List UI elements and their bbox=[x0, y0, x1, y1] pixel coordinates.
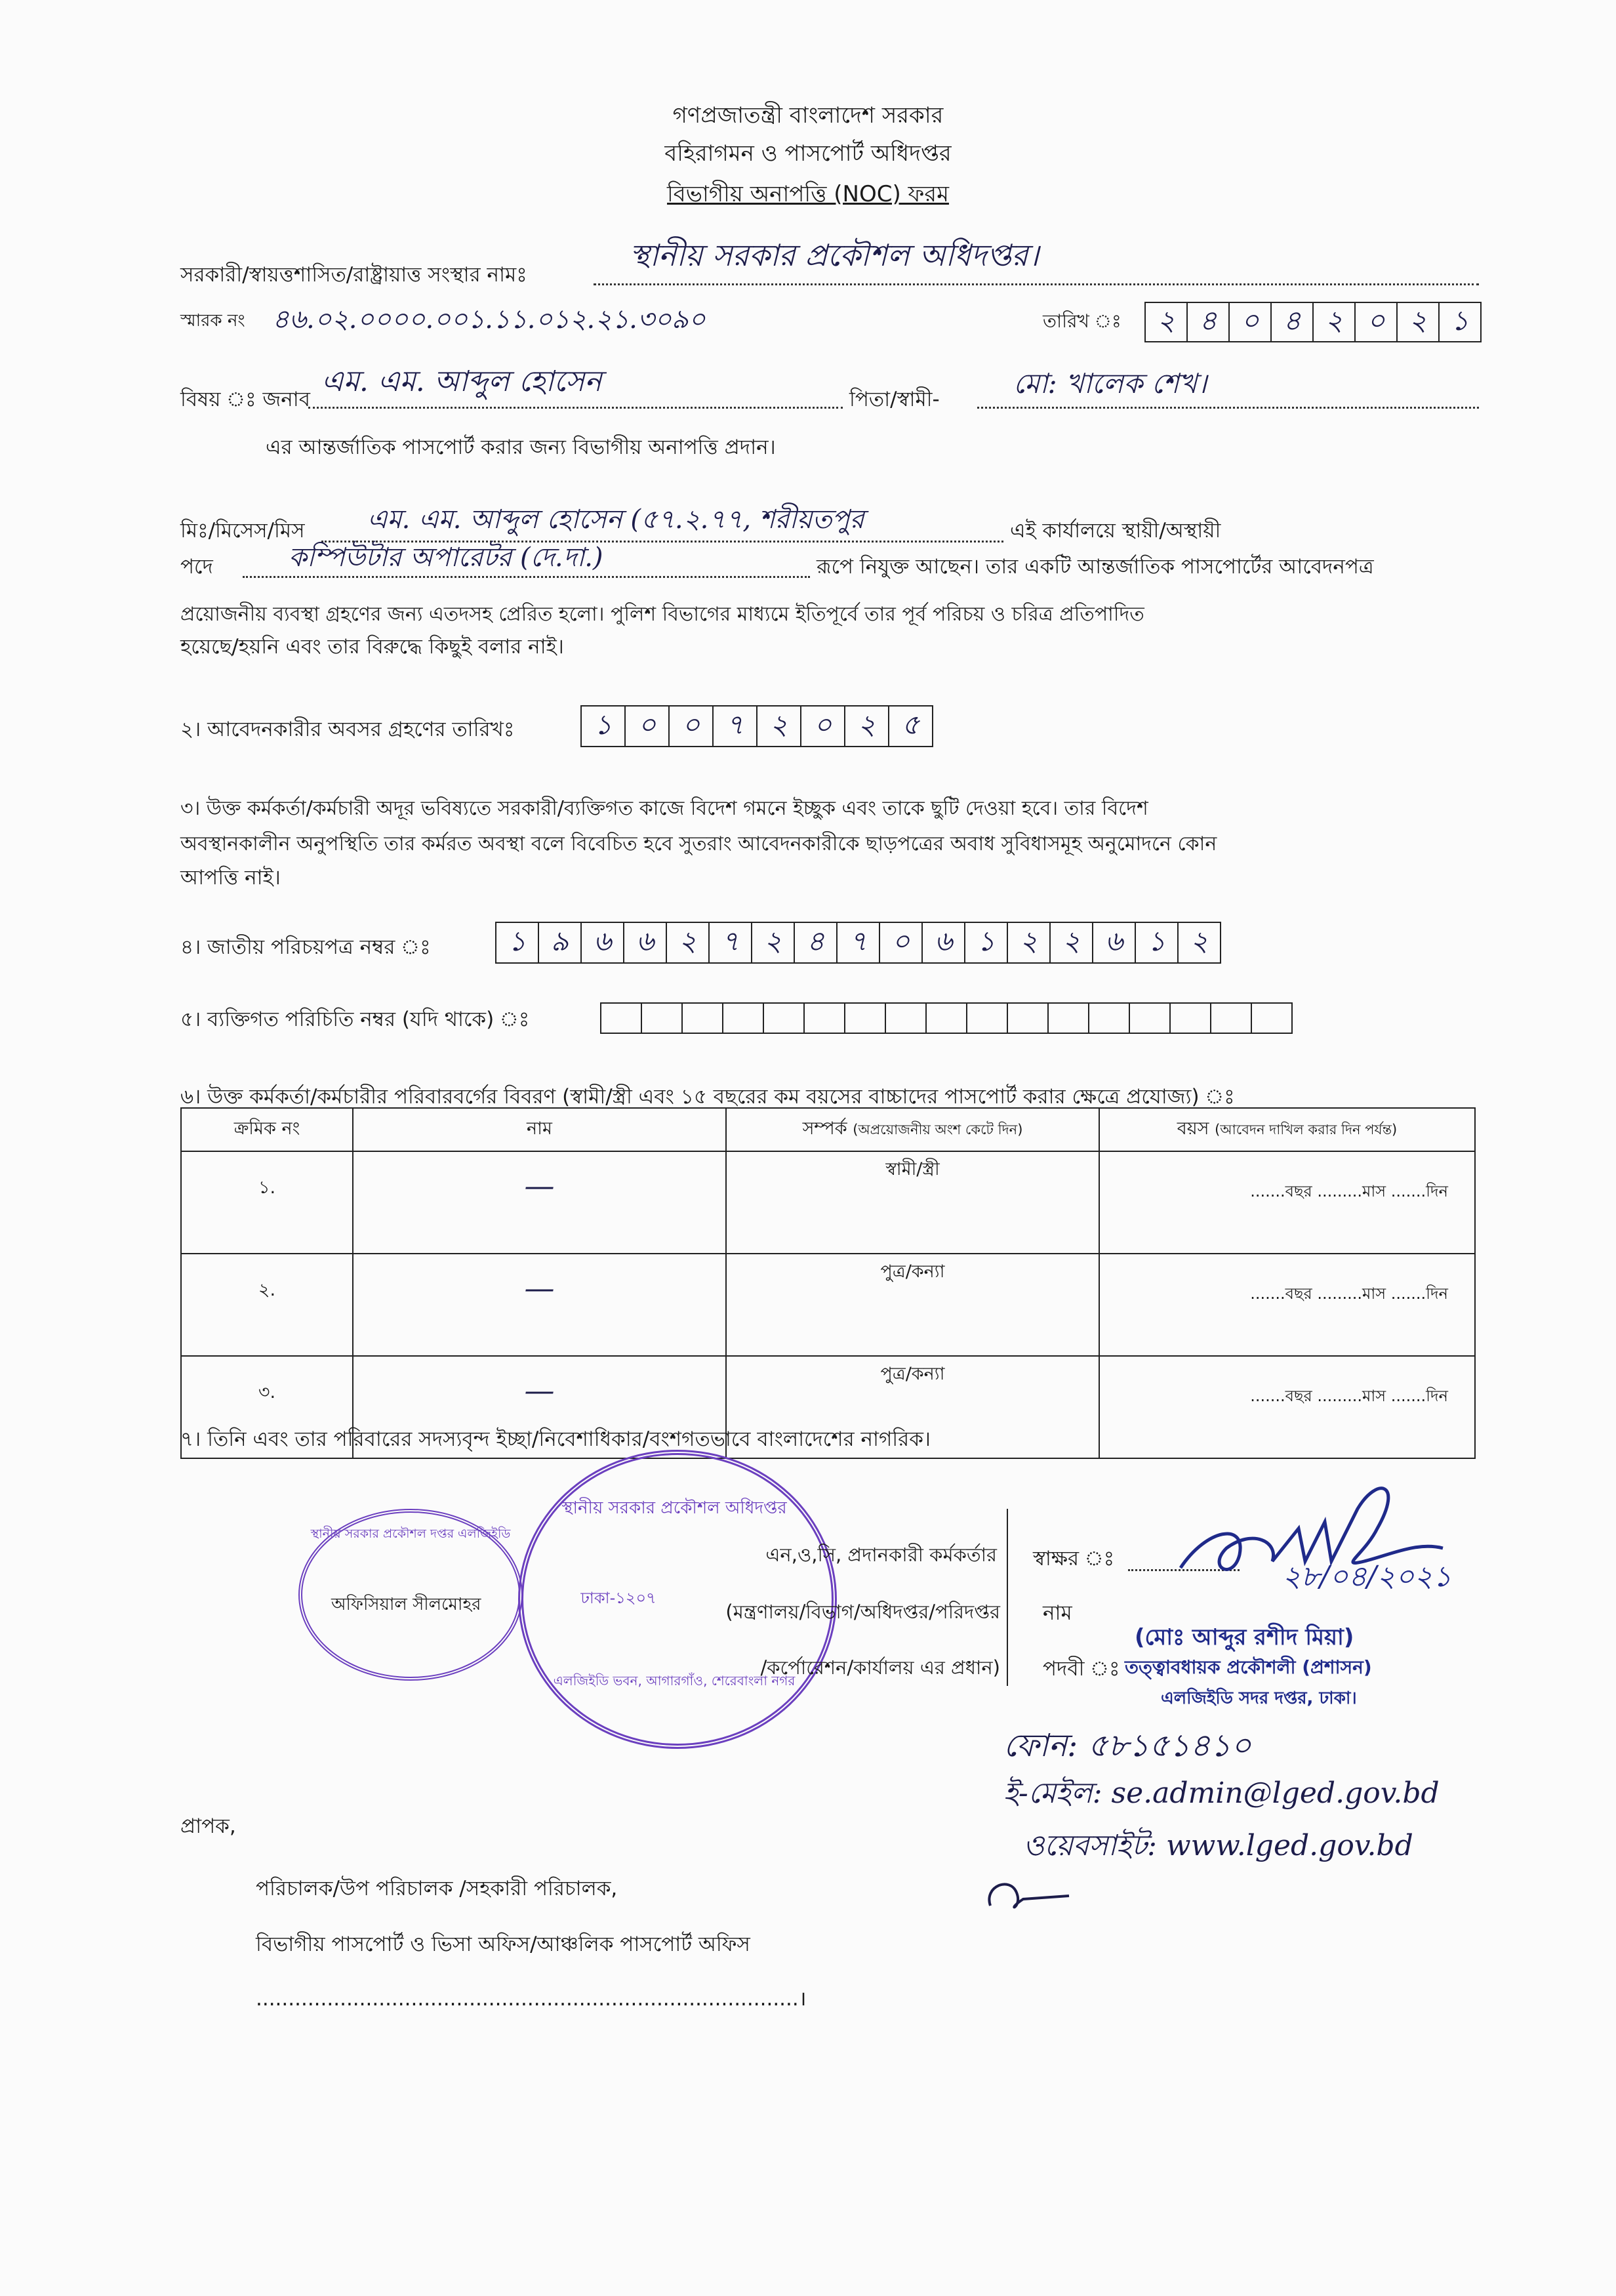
date-grid bbox=[1144, 302, 1482, 342]
retirement-digit-cell: ০ bbox=[801, 707, 845, 746]
nid-digit-cell: ৬ bbox=[923, 923, 965, 962]
table-row bbox=[181, 1151, 1475, 1254]
contact-website: ওয়েবসাইট: www.lged.gov.bd bbox=[1023, 1829, 1413, 1862]
family-label: ৬। উক্ত কর্মকর্তা/কর্মচারীর পরিবারবর্গের বিবরণ (স্বামী/স্ত্রী এবং ১৫ বছরের কম বয়সের বাচ্চাদের পাসপোর্ট করার ক্ষেত্রে প্রযোজ্য) ঃ bbox=[180, 1085, 1235, 1109]
subject-name: এম. এম. আব্দুল হোসেন bbox=[321, 365, 602, 398]
pin-digit-cell bbox=[1008, 1004, 1049, 1033]
pin-digit-cell bbox=[886, 1004, 927, 1033]
initial-mark bbox=[977, 1873, 1082, 1919]
retirement-digit-cell: ২ bbox=[758, 707, 801, 746]
header-line-2: বহিরাগমন ও পাসপোর্ট অধিদপ্তর bbox=[664, 140, 952, 167]
pin-digit-cell bbox=[642, 1004, 683, 1033]
nid-digit-cell: ৬ bbox=[624, 923, 667, 962]
recipient-line-3: ....................................................................................। bbox=[256, 1987, 807, 2011]
signature-divider bbox=[1007, 1509, 1008, 1686]
subject-label: বিষয় ঃ জনাব bbox=[180, 388, 310, 411]
nid-digit-cell: ২ bbox=[1190, 924, 1209, 957]
small-seal-text: স্থানীয় সরকার প্রকৌশল দপ্তর এলজিইডি bbox=[310, 1527, 511, 1541]
nid-label: ৪। জাতীয় পরিচয়পত্র নম্বর ঃ bbox=[180, 935, 431, 959]
family-table bbox=[180, 1107, 1476, 1459]
date-digit-cell: ৪ bbox=[1188, 303, 1230, 341]
date-digit-cell: ২ bbox=[1314, 303, 1356, 341]
header-relation-label: সম্পর্ক bbox=[802, 1118, 847, 1139]
row-relation: পুত্র/কন্যা bbox=[726, 1356, 1099, 1458]
nid-digit-cell: ৬ bbox=[582, 923, 624, 962]
org-label: সরকারী/স্বায়ত্তশাসিত/রাষ্ট্রায়াত্ত সংস্থার নামঃ bbox=[180, 263, 527, 287]
row-relation: পুত্র/কন্যা bbox=[726, 1254, 1099, 1356]
signature-label: স্বাক্ষর ঃ bbox=[1033, 1547, 1115, 1570]
officer-office: এলজিইডি সদর দপ্তর, ঢাকা। bbox=[1161, 1689, 1357, 1708]
header-relation-note: (অপ্রয়োজনীয় অংশ কেটে দিন) bbox=[853, 1121, 1023, 1138]
row-serial: ৩. bbox=[181, 1356, 353, 1458]
nid-digit-cell: ২ bbox=[752, 923, 795, 962]
para1-name: এম. এম. আব্দুল হোসেন (৫৭.২.৭৭, শরীয়তপুর bbox=[367, 504, 864, 535]
pin-digit-cell bbox=[723, 1004, 764, 1033]
row-serial: ১. bbox=[181, 1151, 353, 1254]
nid-digit-cell: ০ bbox=[880, 923, 923, 962]
row-age: .......বছর .........মাস .......দিন bbox=[1099, 1151, 1475, 1254]
retirement-digit-cell: ১ bbox=[582, 707, 626, 746]
row-serial: ২. bbox=[181, 1254, 353, 1356]
date-digit-cell: ২ bbox=[1146, 303, 1188, 341]
retirement-date-grid bbox=[580, 705, 933, 747]
subject-line-2: এর আন্তর্জাতিক পাসপোর্ট করার জন্য বিভাগীয় অনাপত্তি প্রদান। bbox=[266, 436, 776, 459]
row-name: — bbox=[353, 1356, 726, 1458]
retirement-label: ২। আবেদনকারীর অবসর গ্রহণের তারিখঃ bbox=[180, 718, 515, 741]
pin-digit-cell bbox=[805, 1004, 845, 1033]
big-seal-center: ঢাকা-১২০৭ bbox=[580, 1589, 656, 1607]
row-age: .......বছর .........মাস .......দিন bbox=[1099, 1254, 1475, 1356]
pin-digit-cell bbox=[967, 1004, 1008, 1033]
org-value: স্থানীয় সরকার প্রকৌশল অধিদপ্তর। bbox=[630, 237, 1040, 273]
nid-digit-cell: ১ bbox=[1136, 923, 1179, 962]
date-label: তারিখ ঃ bbox=[1043, 310, 1121, 332]
header-name: নাম bbox=[353, 1108, 726, 1151]
form-title: বিভাগীয় অনাপত্তি (NOC) ফরম bbox=[667, 181, 949, 207]
row-relation: স্বামী/স্ত্রী bbox=[726, 1151, 1099, 1254]
header-age-label: বয়স bbox=[1177, 1118, 1209, 1139]
para1-line-3: প্রয়োজনীয় ব্যবস্থা গ্রহণের জন্য এতদসহ প্রেরিত হলো। পুলিশ বিভাগের মাধ্যমে ইতিপূর্বে তার পূর্ব পরিচয় ও চরিত্র প্রতিপাদিত bbox=[180, 603, 1144, 626]
nid-digit-cell: ২ bbox=[1051, 923, 1093, 962]
contact-phone: ফোন: ৫৮১৫১৪১০ bbox=[1003, 1727, 1251, 1764]
para1-line-4: হয়েছে/হয়নি এবং তার বিরুদ্ধে কিছুই বলার নাই। bbox=[180, 635, 564, 659]
header-line-1: গণপ্রজাতন্ত্রী বাংলাদেশ সরকার bbox=[672, 102, 944, 129]
para1-after-post: রূপে নিযুক্ত আছেন। তার একটি আন্তর্জাতিক পাসপোর্টের আবেদনপত্র bbox=[817, 555, 1374, 579]
noc-officer-line-3: /কর্পোরেশন/কার্যালয় এর প্রধান) bbox=[760, 1656, 1000, 1679]
nid-digit-cell: ২ bbox=[1008, 923, 1051, 962]
nid-digit-cell: ১ bbox=[496, 923, 539, 962]
officer-name: (মোঃ আব্দুর রশীদ মিয়া) bbox=[1135, 1624, 1354, 1650]
header-age bbox=[1099, 1108, 1475, 1151]
pin-digit-cell bbox=[1049, 1004, 1089, 1033]
item3-line-1: ৩। উক্ত কর্মকর্তা/কর্মচারী অদূর ভবিষ্যতে সরকারী/ব্যক্তিগত কাজে বিদেশ গমনে ইচ্ছুক এবং তাকে ছুটি দেওয়া হবে। তার বিদেশ bbox=[180, 797, 1148, 820]
big-seal-bottom: এলজিইডি ভবন, আগারগাঁও, শেরেবাংলা নগর bbox=[553, 1673, 796, 1689]
retirement-digit-cell: ৫ bbox=[901, 708, 920, 741]
designation-label: পদবী ঃ bbox=[1043, 1657, 1120, 1681]
noc-officer-line-1: এন,ও,সি, প্রদানকারী কর্মকর্তার bbox=[765, 1544, 997, 1566]
nid-digit-cell: ১ bbox=[965, 923, 1008, 962]
pin-label: ৫। ব্যক্তিগত পরিচিতি নম্বর (যদি থাকে) ঃ bbox=[180, 1008, 530, 1031]
noc-officer-line-2: (মন্ত্রণালয়/বিভাগ/অধিদপ্তর/পরিদপ্তর bbox=[725, 1601, 1000, 1623]
pin-digit-cell bbox=[764, 1004, 805, 1033]
recipient-label: প্রাপক, bbox=[180, 1814, 236, 1838]
retirement-digit-cell: ৭ bbox=[714, 707, 758, 746]
name-label: নাম bbox=[1043, 1601, 1072, 1625]
row-name: — bbox=[353, 1254, 726, 1356]
date-digit-cell: ১ bbox=[1451, 304, 1469, 337]
retirement-digit-cell: ০ bbox=[670, 707, 714, 746]
para1-post: কম্পিউটার অপারেটর (দে.দা.) bbox=[289, 543, 603, 573]
nid-grid bbox=[495, 922, 1221, 964]
nid-digit-cell: ৭ bbox=[838, 923, 880, 962]
date-digit-cell: ০ bbox=[1230, 303, 1272, 341]
memo-value: ৪৬.০২.০০০০.০০১.১১.০১২.২১.৩০৯০ bbox=[272, 304, 706, 335]
retirement-digit-cell: ২ bbox=[845, 707, 889, 746]
signature-date: ২৮/০৪/২০২১ bbox=[1282, 1560, 1452, 1593]
father-label: পিতা/স্বামী- bbox=[849, 388, 940, 411]
row-name: — bbox=[353, 1151, 726, 1254]
pin-digit-cell bbox=[1252, 1004, 1291, 1033]
pin-digit-cell bbox=[1211, 1004, 1252, 1033]
pin-digit-cell bbox=[1171, 1004, 1211, 1033]
para1-prefix: মিঃ/মিসেস/মিস bbox=[180, 519, 305, 543]
pin-digit-cell bbox=[1130, 1004, 1171, 1033]
nid-digit-cell: ২ bbox=[667, 923, 710, 962]
pin-digit-cell bbox=[683, 1004, 723, 1033]
para1-post-label: পদে bbox=[180, 555, 213, 579]
big-seal-ring-text: স্থানীয় সরকার প্রকৌশল অধিদপ্তর bbox=[561, 1498, 787, 1518]
header-serial: ক্রমিক নং bbox=[181, 1108, 353, 1151]
retirement-digit-cell: ০ bbox=[626, 707, 670, 746]
nid-digit-cell: ৯ bbox=[539, 923, 582, 962]
pin-digit-cell bbox=[601, 1004, 642, 1033]
date-digit-cell: ০ bbox=[1356, 303, 1398, 341]
table-row bbox=[181, 1254, 1475, 1356]
nid-digit-cell: ৭ bbox=[710, 923, 752, 962]
contact-email: ই-মেইল: se.admin@lged.gov.bd bbox=[1003, 1776, 1440, 1810]
memo-label: স্মারক নং bbox=[180, 311, 245, 331]
pin-grid bbox=[600, 1002, 1293, 1034]
para1-suffix: এই কার্যালয়ে স্থায়ী/অস্থায়ী bbox=[1010, 519, 1221, 543]
recipient-line-1: পরিচালক/উপ পরিচালক /সহকারী পরিচালক, bbox=[256, 1877, 618, 1900]
pin-digit-cell bbox=[927, 1004, 967, 1033]
pin-digit-cell bbox=[1089, 1004, 1130, 1033]
header-relation bbox=[726, 1108, 1099, 1151]
date-digit-cell: ২ bbox=[1398, 303, 1440, 341]
officer-designation: তত্ত্বাবধায়ক প্রকৌশলী (প্রশাসন) bbox=[1125, 1656, 1372, 1678]
item3-line-3: আপত্তি নাই। bbox=[180, 866, 281, 890]
seal-label: অফিসিয়াল সীলমোহর bbox=[331, 1591, 481, 1620]
row-age: .......বছর .........মাস .......দিন bbox=[1099, 1356, 1475, 1458]
pin-digit-cell bbox=[845, 1004, 886, 1033]
item3-line-2: অবস্থানকালীন অনুপস্থিতি তার কর্মরত অবস্থা বলে বিবেচিত হবে সুতরাং আবেদনকারীকে ছাড়পত্রের অবাধ সুবিধাসমূহ অনুমোদনে কোন bbox=[180, 832, 1217, 855]
father-name: মো: খালেক শেখ। bbox=[1013, 367, 1207, 400]
recipient-line-2: বিভাগীয় পাসপোর্ট ও ভিসা অফিস/আঞ্চলিক পাসপোর্ট অফিস bbox=[256, 1933, 750, 1956]
citizenship-statement: ৭। তিনি এবং তার পরিবারের সদস্যবৃন্দ ইচ্ছা/নিবেশাধিকার/বংশগতভাবে বাংলাদেশের নাগরিক। bbox=[180, 1427, 931, 1451]
header-age-note: (আবেদন দাখিল করার দিন পর্যন্ত) bbox=[1215, 1121, 1398, 1138]
nid-digit-cell: ৬ bbox=[1093, 923, 1136, 962]
date-digit-cell: ৪ bbox=[1272, 303, 1314, 341]
nid-digit-cell: ৪ bbox=[795, 923, 838, 962]
family-table-header bbox=[181, 1108, 1475, 1151]
